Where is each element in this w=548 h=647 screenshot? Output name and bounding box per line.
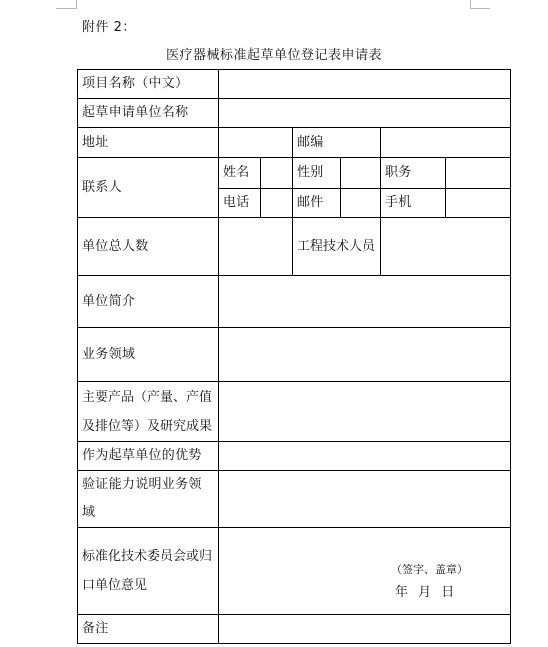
gender-label: 性别 xyxy=(293,158,341,189)
verification-label: 验证能力说明业务领域 xyxy=(78,471,219,528)
unit-intro-label: 单位简介 xyxy=(78,276,219,328)
engineering-staff-label: 工程技术人员 xyxy=(293,218,381,276)
advantages-field[interactable] xyxy=(219,442,511,471)
address-label: 地址 xyxy=(78,128,219,158)
row-verification xyxy=(78,471,511,528)
applicant-unit-field[interactable] xyxy=(219,99,511,128)
committee-opinion-label: 标准化技术委员会或归口单位意见 xyxy=(78,528,219,615)
registration-form-table xyxy=(77,69,511,644)
row-staff xyxy=(78,218,511,276)
engineering-staff-field[interactable] xyxy=(381,218,511,276)
address-field[interactable] xyxy=(219,128,293,158)
phone-field[interactable] xyxy=(261,189,293,218)
project-name-label: 项目名称（中文） xyxy=(78,70,219,99)
total-staff-field[interactable] xyxy=(219,218,293,276)
main-products-field[interactable] xyxy=(219,382,511,442)
gender-field[interactable] xyxy=(341,158,381,189)
email-field[interactable] xyxy=(341,189,381,218)
row-main-products xyxy=(78,382,511,442)
total-staff-label: 单位总人数 xyxy=(78,218,219,276)
row-advantages xyxy=(78,442,511,471)
remarks-label: 备注 xyxy=(78,615,219,644)
row-applicant-unit xyxy=(78,99,511,128)
advantages-label: 作为起草单位的优势 xyxy=(78,442,219,471)
row-remarks xyxy=(78,615,511,644)
committee-opinion-field[interactable] xyxy=(219,528,511,615)
phone-label: 电话 xyxy=(219,189,261,218)
crop-mark-left-horizontal xyxy=(56,8,76,9)
project-name-field[interactable] xyxy=(219,70,511,99)
row-committee-opinion xyxy=(78,528,511,615)
row-business-field xyxy=(78,328,511,382)
attachment-label: 附件 2： xyxy=(82,20,136,35)
email-label: 邮件 xyxy=(293,189,341,218)
applicant-unit-label: 起草申请单位名称 xyxy=(78,99,219,128)
document-title: 医疗器械标准起草单位登记表申请表 xyxy=(165,48,382,63)
main-products-label: 主要产品（产量、产值及排位等）及研究成果 xyxy=(78,382,219,442)
unit-intro-field[interactable] xyxy=(219,276,511,328)
crop-mark-right-vertical xyxy=(470,0,471,9)
crop-mark-right-horizontal xyxy=(470,8,490,9)
date-label: 年 月 日 xyxy=(395,585,458,600)
postcode-field[interactable] xyxy=(381,128,511,158)
mobile-label: 手机 xyxy=(381,189,446,218)
mobile-field[interactable] xyxy=(446,189,511,218)
crop-mark-left-vertical xyxy=(76,0,77,9)
signature-note: （签字、盖章） xyxy=(391,563,468,576)
contact-label: 联系人 xyxy=(78,158,219,218)
row-unit-intro xyxy=(78,276,511,328)
name-field[interactable] xyxy=(261,158,293,189)
position-label: 职务 xyxy=(381,158,446,189)
business-field-field[interactable] xyxy=(219,328,511,382)
business-field-label: 业务领域 xyxy=(78,328,219,382)
row-address xyxy=(78,128,511,158)
row-contact-1 xyxy=(78,158,511,189)
remarks-field[interactable] xyxy=(219,615,511,644)
verification-field[interactable] xyxy=(219,471,511,528)
position-field[interactable] xyxy=(446,158,511,189)
row-project-name xyxy=(78,70,511,99)
postcode-label: 邮编 xyxy=(293,128,381,158)
name-label: 姓名 xyxy=(219,158,261,189)
